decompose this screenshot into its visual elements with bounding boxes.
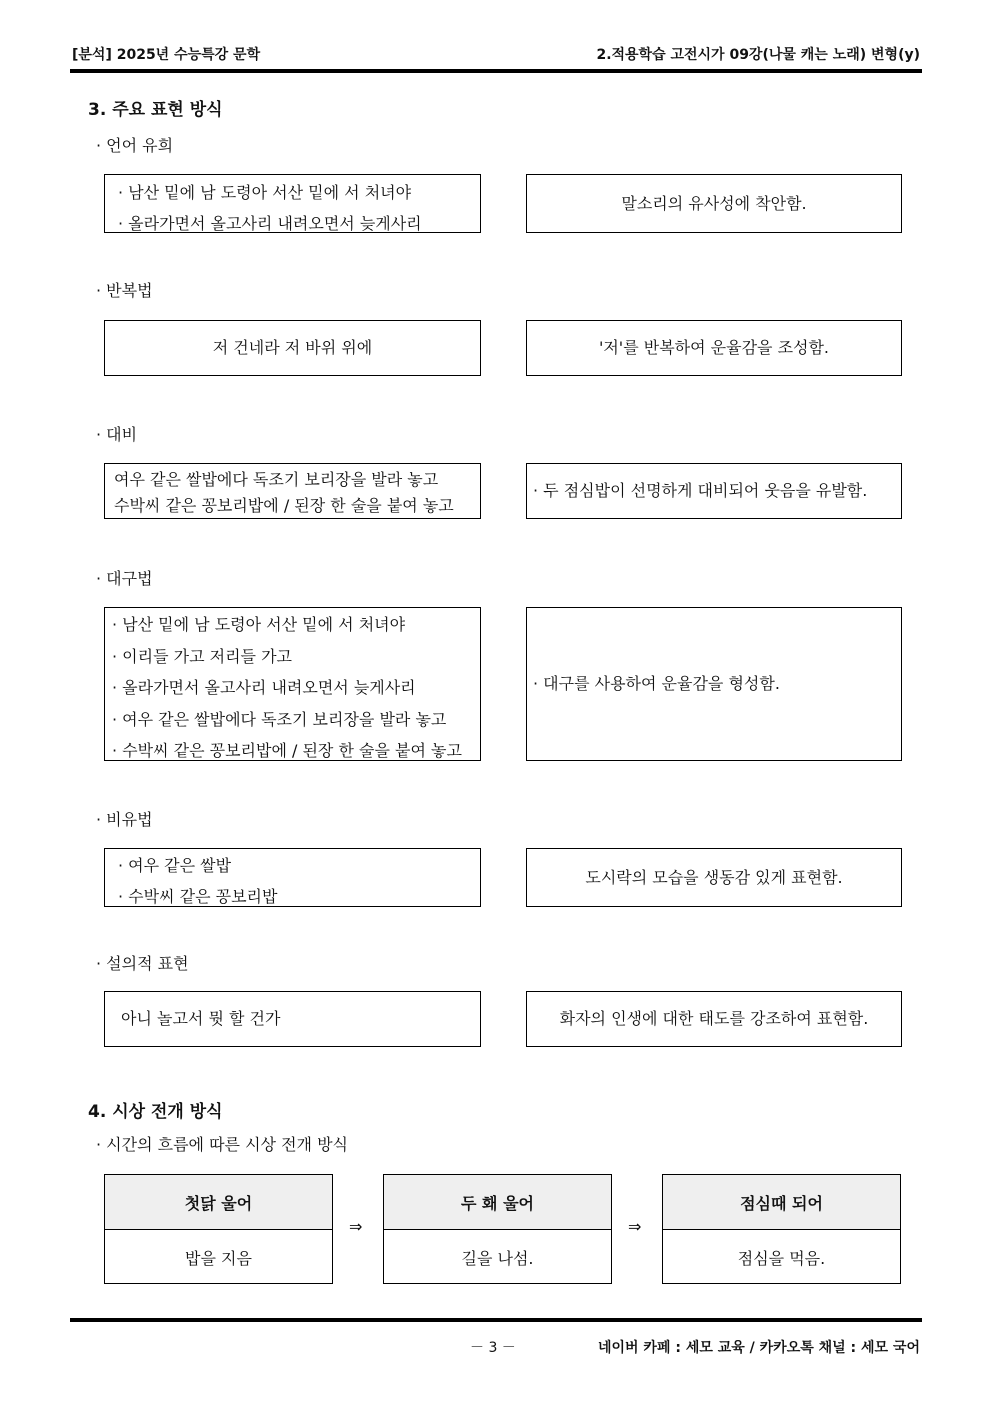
item-left-box-repetition — [104, 320, 481, 376]
flow-arrow-icon: ⇒ — [628, 1217, 642, 1236]
item-right-box-contrast — [526, 463, 902, 519]
footer-rule — [70, 1318, 922, 1322]
item-left-line: · 수박씨 같은 꽁보리밥 — [118, 887, 278, 906]
header-rule — [70, 69, 922, 73]
item-left-line: 여우 같은 쌀밥에다 독조기 보리장을 발라 놓고 — [114, 470, 439, 489]
item-label-simile: · 비유법 — [96, 810, 153, 829]
section4-label: · 시간의 흐름에 따른 시상 전개 방식 — [96, 1135, 348, 1154]
item-left-line: 저 건네라 저 바위 위에 — [212, 338, 373, 358]
flow-step-head: 점심때 되어 — [663, 1175, 900, 1230]
flow-step-1 — [104, 1174, 333, 1284]
item-right-text: '저'를 반복하여 운율감을 조성함. — [598, 338, 830, 358]
item-left-box-parallelism — [104, 607, 481, 761]
item-right-box-parallelism — [526, 607, 902, 761]
item-left-box-wordplay — [104, 174, 481, 233]
flow-step-head: 첫닭 울어 — [105, 1175, 332, 1230]
item-left-line: 수박씨 같은 꽁보리밥에 / 된장 한 술을 붙여 놓고 — [114, 496, 454, 515]
item-left-box-simile — [104, 848, 481, 907]
item-left-line: · 남산 밑에 남 도령아 서산 밑에 서 처녀야 — [118, 183, 412, 202]
flow-step-body: 밥을 지음 — [185, 1248, 252, 1268]
item-left-line: · 여우 같은 쌀밥에다 독조기 보리장을 발라 놓고 — [112, 710, 447, 729]
item-label-repetition: · 반복법 — [96, 281, 153, 300]
item-label-wordplay: · 언어 유희 — [96, 136, 174, 155]
item-label-contrast: · 대비 — [96, 425, 138, 444]
section3-title: 3. 주요 표현 방식 — [88, 100, 223, 120]
item-right-text: 말소리의 유사성에 착안함. — [621, 193, 807, 213]
flow-step-3 — [662, 1174, 901, 1284]
item-right-text: · 대구를 사용하여 운율감을 형성함. — [533, 674, 780, 694]
item-right-text: 화자의 인생에 대한 태도를 강조하여 표현함. — [559, 1009, 869, 1029]
item-right-text: · 두 점심밥이 선명하게 대비되어 웃음을 유발함. — [533, 481, 868, 501]
item-left-line: · 올라가면서 올고사리 내려오면서 늦게사리 — [118, 214, 422, 233]
item-right-box-wordplay — [526, 174, 902, 233]
page-number: － 3 － — [470, 1340, 516, 1356]
item-right-box-repetition — [526, 320, 902, 376]
item-right-box-rhetorical — [526, 991, 902, 1047]
item-left-line: · 올라가면서 올고사리 내려오면서 늦게사리 — [112, 678, 416, 697]
flow-step-head: 두 홰 울어 — [384, 1175, 611, 1230]
item-left-line: · 남산 밑에 남 도령아 서산 밑에 서 처녀야 — [112, 615, 406, 634]
flow-arrow-icon: ⇒ — [349, 1217, 363, 1236]
item-left-box-contrast — [104, 463, 481, 519]
item-left-line: 아니 놀고서 뭣 할 건가 — [121, 1009, 281, 1029]
flow-step-body: 점심을 먹음. — [737, 1248, 826, 1268]
flow-step-body: 길을 나섬. — [461, 1248, 534, 1268]
header-right: 2.적용학습 고전시가 09강(나물 캐는 노래) 변형(y) — [596, 47, 920, 63]
item-left-line: · 수박씨 같은 꽁보리밥에 / 된장 한 술을 붙여 놓고 — [112, 741, 462, 760]
flow-step-2 — [383, 1174, 612, 1284]
item-right-text: 도시락의 모습을 생동감 있게 표현함. — [585, 867, 843, 887]
item-right-box-simile — [526, 848, 902, 907]
item-left-line: · 여우 같은 쌀밥 — [118, 856, 232, 875]
item-left-box-rhetorical — [104, 991, 481, 1047]
item-left-line: · 이리들 가고 저리들 가고 — [112, 647, 292, 666]
footer-text: 네이버 카페 : 세모 교육 / 카카오톡 채널 : 세모 국어 — [597, 1340, 920, 1356]
item-label-rhetorical: · 설의적 표현 — [96, 954, 189, 973]
section4-title: 4. 시상 전개 방식 — [88, 1102, 223, 1122]
item-label-parallelism: · 대구법 — [96, 569, 153, 588]
header-left: [분석] 2025년 수능특강 문학 — [72, 47, 261, 63]
